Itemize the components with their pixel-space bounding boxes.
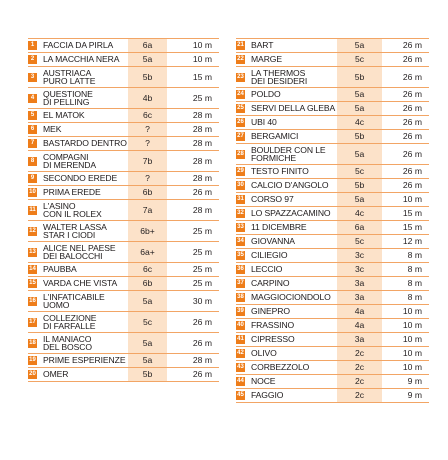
route-number-cell	[28, 200, 41, 221]
route-grade: 6b+	[128, 221, 167, 242]
route-number-cell	[28, 277, 41, 291]
route-number-cell	[28, 109, 41, 123]
route-name: 11 DICEMBRE	[249, 221, 337, 235]
route-row	[28, 368, 219, 382]
route-number-badge: 29	[237, 168, 244, 175]
route-grade: 3c	[337, 249, 382, 263]
route-length: 10 m	[382, 347, 429, 361]
route-number-cell	[236, 207, 249, 221]
route-row	[236, 235, 429, 249]
route-row	[28, 137, 219, 151]
route-number-badge: 4	[28, 94, 37, 103]
route-grade: 5a	[337, 193, 382, 207]
route-number-badge: 45	[237, 392, 244, 399]
route-number-cell	[28, 53, 41, 67]
route-number-badge: 31	[237, 196, 244, 203]
route-name: SERVI DELLA GLEBA	[249, 102, 337, 116]
route-length: 28 m	[167, 109, 219, 123]
route-number-badge: 11	[29, 206, 36, 213]
route-number-cell	[28, 172, 41, 186]
route-row	[236, 319, 429, 333]
route-number-badge: 28	[237, 150, 244, 157]
route-grade: 5a	[128, 291, 167, 312]
route-number-cell	[28, 291, 41, 312]
route-number-cell	[236, 165, 249, 179]
route-length: 9 m	[382, 389, 429, 403]
route-grade: 6a	[128, 39, 167, 53]
route-number-badge: 40	[237, 322, 244, 329]
route-grade: 4c	[337, 116, 382, 130]
route-row	[28, 263, 219, 277]
route-row	[28, 172, 219, 186]
route-length: 26 m	[382, 102, 429, 116]
route-number-cell	[236, 361, 249, 375]
route-number-badge: 6	[28, 125, 37, 134]
route-length: 26 m	[167, 333, 219, 354]
route-number-cell	[28, 221, 41, 242]
route-number-badge: 41	[237, 336, 244, 343]
route-row	[28, 291, 219, 312]
route-length: 26 m	[382, 67, 429, 88]
route-grade: 5a	[128, 53, 167, 67]
route-number-cell	[236, 116, 249, 130]
route-row	[28, 354, 219, 368]
route-number-badge: 35	[237, 252, 244, 259]
route-number-badge: 10	[29, 189, 36, 196]
route-length: 28 m	[167, 354, 219, 368]
route-grade: 5a	[128, 333, 167, 354]
route-length: 25 m	[167, 277, 219, 291]
route-number-cell	[236, 144, 249, 165]
route-row	[28, 333, 219, 354]
route-number-badge: 27	[237, 133, 244, 140]
route-grade: 6c	[128, 109, 167, 123]
route-grade: 7a	[128, 200, 167, 221]
route-table-left	[28, 38, 219, 382]
route-name: AUSTRIACA PURO LATTE	[41, 67, 128, 88]
route-name: WALTER LASSA STAR I CIODI	[41, 221, 128, 242]
route-number-badge: 30	[237, 182, 244, 189]
route-number-cell	[236, 179, 249, 193]
route-row	[236, 130, 429, 144]
route-row	[236, 179, 429, 193]
route-length: 10 m	[382, 361, 429, 375]
route-row	[28, 221, 219, 242]
route-number-cell	[236, 319, 249, 333]
route-length: 10 m	[167, 53, 219, 67]
route-name: COMPAGNI DI MERENDA	[41, 151, 128, 172]
route-length: 10 m	[382, 305, 429, 319]
route-row	[236, 263, 429, 277]
route-length: 26 m	[382, 130, 429, 144]
route-length: 30 m	[167, 291, 219, 312]
route-grade: 4a	[337, 319, 382, 333]
route-table-right	[236, 38, 429, 403]
route-name: MAGGIOCIONDOLO	[249, 291, 337, 305]
route-grade: ?	[128, 123, 167, 137]
route-length: 28 m	[167, 123, 219, 137]
route-number-badge: 32	[237, 210, 244, 217]
route-number-cell	[28, 123, 41, 137]
route-number-badge: 14	[29, 266, 36, 273]
route-name: PRIMA EREDE	[41, 186, 128, 200]
route-number-cell	[28, 354, 41, 368]
route-number-cell	[236, 291, 249, 305]
route-grade: 6b	[128, 186, 167, 200]
route-name: LECCIO	[249, 263, 337, 277]
route-number-cell	[236, 347, 249, 361]
route-number-cell	[236, 130, 249, 144]
route-name: POLDO	[249, 88, 337, 102]
route-number-badge: 37	[237, 280, 244, 287]
route-length: 15 m	[382, 221, 429, 235]
route-row	[28, 53, 219, 67]
route-grade: 5c	[337, 235, 382, 249]
route-grade: 2c	[337, 361, 382, 375]
route-name: FAGGIO	[249, 389, 337, 403]
route-name: VARDA CHE VISTA	[41, 277, 128, 291]
route-name: GINEPRO	[249, 305, 337, 319]
route-length: 28 m	[167, 200, 219, 221]
route-number-badge: 13	[29, 248, 36, 255]
route-number-cell	[28, 151, 41, 172]
route-number-badge: 23	[237, 73, 244, 80]
route-length: 26 m	[382, 88, 429, 102]
route-grade: 5c	[337, 53, 382, 67]
route-grade: 5a	[337, 88, 382, 102]
route-length: 28 m	[167, 172, 219, 186]
route-length: 10 m	[382, 333, 429, 347]
route-grade: 6b	[128, 277, 167, 291]
route-grade: 5b	[337, 130, 382, 144]
route-grade: 3a	[337, 277, 382, 291]
route-grade: 5a	[337, 144, 382, 165]
route-grade: 6a+	[128, 242, 167, 263]
route-name: PAUBBA	[41, 263, 128, 277]
route-row	[236, 375, 429, 389]
route-grade: 5b	[128, 368, 167, 382]
route-number-badge: 26	[237, 119, 244, 126]
route-row	[236, 347, 429, 361]
route-name: PRIME ESPERIENZE	[41, 354, 128, 368]
route-length: 26 m	[167, 312, 219, 333]
route-row	[28, 123, 219, 137]
route-length: 12 m	[382, 235, 429, 249]
route-number-cell	[236, 39, 249, 53]
route-number-cell	[28, 137, 41, 151]
route-length: 26 m	[382, 53, 429, 67]
route-row	[236, 361, 429, 375]
route-name: CORBEZZOLO	[249, 361, 337, 375]
route-number-badge: 15	[29, 280, 36, 287]
route-row	[28, 39, 219, 53]
route-name: CORSO 97	[249, 193, 337, 207]
route-length: 26 m	[167, 368, 219, 382]
route-name: COLLEZIONE DI FARFALLE	[41, 312, 128, 333]
route-name: UBI 40	[249, 116, 337, 130]
route-name: CIPRESSO	[249, 333, 337, 347]
route-number-badge: 22	[237, 56, 244, 63]
route-row	[236, 193, 429, 207]
route-grade: 4c	[337, 207, 382, 221]
route-name: ALICE NEL PAESE DEI BALOCCHI	[41, 242, 128, 263]
route-length: 25 m	[167, 242, 219, 263]
route-number-badge: 5	[28, 111, 37, 120]
route-row	[236, 144, 429, 165]
route-number-badge: 24	[237, 91, 244, 98]
route-row	[28, 277, 219, 291]
route-grade: 3a	[337, 291, 382, 305]
route-row	[236, 305, 429, 319]
route-name: TESTO FINITO	[249, 165, 337, 179]
route-length: 25 m	[167, 221, 219, 242]
route-row	[236, 39, 429, 53]
route-name: L'INFATICABILE UOMO	[41, 291, 128, 312]
route-row	[236, 88, 429, 102]
route-grade: 3c	[337, 263, 382, 277]
route-row	[28, 242, 219, 263]
route-row	[28, 312, 219, 333]
route-row	[28, 88, 219, 109]
route-length: 8 m	[382, 291, 429, 305]
route-row	[236, 207, 429, 221]
route-number-badge: 20	[29, 371, 36, 378]
route-length: 10 m	[167, 39, 219, 53]
route-grade: 6c	[128, 263, 167, 277]
route-length: 15 m	[382, 207, 429, 221]
route-name: SECONDO EREDE	[41, 172, 128, 186]
route-name: MEK	[41, 123, 128, 137]
route-number-badge: 33	[237, 224, 244, 231]
route-grade: 4a	[337, 305, 382, 319]
route-number-cell	[28, 242, 41, 263]
route-number-cell	[236, 53, 249, 67]
route-grade: 6a	[337, 221, 382, 235]
route-number-badge: 8	[28, 157, 37, 166]
route-length: 28 m	[167, 151, 219, 172]
route-row	[236, 116, 429, 130]
route-grade: ?	[128, 172, 167, 186]
route-number-badge: 17	[29, 318, 36, 325]
route-number-badge: 21	[237, 42, 244, 49]
route-table	[236, 38, 429, 403]
route-grade: 5a	[128, 354, 167, 368]
route-number-badge: 43	[237, 364, 244, 371]
route-row	[28, 67, 219, 88]
route-number-cell	[236, 88, 249, 102]
route-number-cell	[28, 67, 41, 88]
route-number-cell	[28, 263, 41, 277]
route-length: 28 m	[167, 137, 219, 151]
route-name: IL MANIACO DEL BOSCO	[41, 333, 128, 354]
route-row	[236, 53, 429, 67]
route-row	[28, 109, 219, 123]
route-length: 10 m	[382, 319, 429, 333]
route-number-cell	[236, 102, 249, 116]
route-grade: ?	[128, 137, 167, 151]
route-number-cell	[236, 277, 249, 291]
route-number-cell	[236, 193, 249, 207]
route-grade: 5b	[128, 67, 167, 88]
route-length: 25 m	[167, 263, 219, 277]
route-name: BASTARDO DENTRO	[41, 137, 128, 151]
route-row	[28, 186, 219, 200]
route-length: 10 m	[382, 193, 429, 207]
route-name: MARGE	[249, 53, 337, 67]
route-number-badge: 19	[29, 357, 36, 364]
route-number-cell	[236, 249, 249, 263]
route-number-badge: 34	[237, 238, 244, 245]
route-length: 9 m	[382, 375, 429, 389]
route-name: L'ASINO CON IL ROLEX	[41, 200, 128, 221]
route-number-badge: 36	[237, 266, 244, 273]
route-grade: 3a	[337, 333, 382, 347]
route-number-cell	[28, 88, 41, 109]
route-name: NOCE	[249, 375, 337, 389]
route-number-cell	[236, 333, 249, 347]
route-name: OMER	[41, 368, 128, 382]
route-name: CALCIO D'ANGOLO	[249, 179, 337, 193]
route-length: 26 m	[382, 39, 429, 53]
route-number-badge: 25	[237, 105, 244, 112]
route-length: 26 m	[382, 165, 429, 179]
route-length: 15 m	[167, 67, 219, 88]
route-row	[236, 249, 429, 263]
route-number-badge: 42	[237, 350, 244, 357]
route-grade: 4b	[128, 88, 167, 109]
route-number-cell	[28, 368, 41, 382]
route-number-cell	[28, 39, 41, 53]
route-length: 8 m	[382, 249, 429, 263]
route-grade: 5b	[337, 67, 382, 88]
route-name: LO SPAZZACAMINO	[249, 207, 337, 221]
route-name: CILIEGIO	[249, 249, 337, 263]
route-number-badge: 9	[28, 174, 37, 183]
route-name: QUESTIONE DI PELLING	[41, 88, 128, 109]
route-row	[28, 151, 219, 172]
route-row	[236, 389, 429, 403]
route-number-badge: 7	[28, 139, 37, 148]
route-number-cell	[236, 263, 249, 277]
route-number-cell	[236, 67, 249, 88]
route-name: BART	[249, 39, 337, 53]
route-grade: 5c	[337, 165, 382, 179]
route-grade: 2c	[337, 389, 382, 403]
route-length: 26 m	[382, 116, 429, 130]
route-number-badge: 38	[237, 294, 244, 301]
route-row	[236, 102, 429, 116]
route-number-cell	[236, 389, 249, 403]
route-grade: 5b	[337, 179, 382, 193]
route-name: LA THERMOS DEI DESIDERI	[249, 67, 337, 88]
route-grade: 5a	[337, 39, 382, 53]
route-number-badge: 12	[29, 227, 36, 234]
route-name: OLIVO	[249, 347, 337, 361]
route-name: FRASSINO	[249, 319, 337, 333]
route-name: BOULDER CON LE FORMICHE	[249, 144, 337, 165]
route-row	[236, 67, 429, 88]
route-grade: 5a	[337, 102, 382, 116]
route-row	[236, 221, 429, 235]
route-number-cell	[236, 221, 249, 235]
route-name: EL MATOK	[41, 109, 128, 123]
route-name: BERGAMICI	[249, 130, 337, 144]
route-length: 25 m	[167, 88, 219, 109]
route-table	[28, 38, 219, 382]
route-length: 8 m	[382, 277, 429, 291]
route-number-badge: 3	[28, 73, 37, 82]
route-number-badge: 18	[29, 339, 36, 346]
route-name: LA MACCHIA NERA	[41, 53, 128, 67]
route-number-badge: 44	[237, 378, 244, 385]
route-grade: 5c	[128, 312, 167, 333]
route-number-cell	[236, 375, 249, 389]
route-number-badge: 39	[237, 308, 244, 315]
route-length: 8 m	[382, 263, 429, 277]
route-grade: 2c	[337, 347, 382, 361]
route-row	[28, 200, 219, 221]
route-number-badge: 2	[28, 55, 37, 64]
route-length: 26 m	[382, 179, 429, 193]
route-row	[236, 291, 429, 305]
route-name: CARPINO	[249, 277, 337, 291]
route-grade: 2c	[337, 375, 382, 389]
route-number-cell	[28, 333, 41, 354]
route-row	[236, 333, 429, 347]
route-length: 26 m	[167, 186, 219, 200]
route-number-cell	[236, 305, 249, 319]
route-number-badge: 16	[29, 297, 36, 304]
route-name: FACCIA DA PIRLA	[41, 39, 128, 53]
route-number-cell	[236, 235, 249, 249]
route-length: 26 m	[382, 144, 429, 165]
route-row	[236, 165, 429, 179]
route-grade: 7b	[128, 151, 167, 172]
route-row	[236, 277, 429, 291]
route-number-cell	[28, 186, 41, 200]
route-number-cell	[28, 312, 41, 333]
route-number-badge: 1	[28, 41, 37, 50]
route-name: GIOVANNA	[249, 235, 337, 249]
